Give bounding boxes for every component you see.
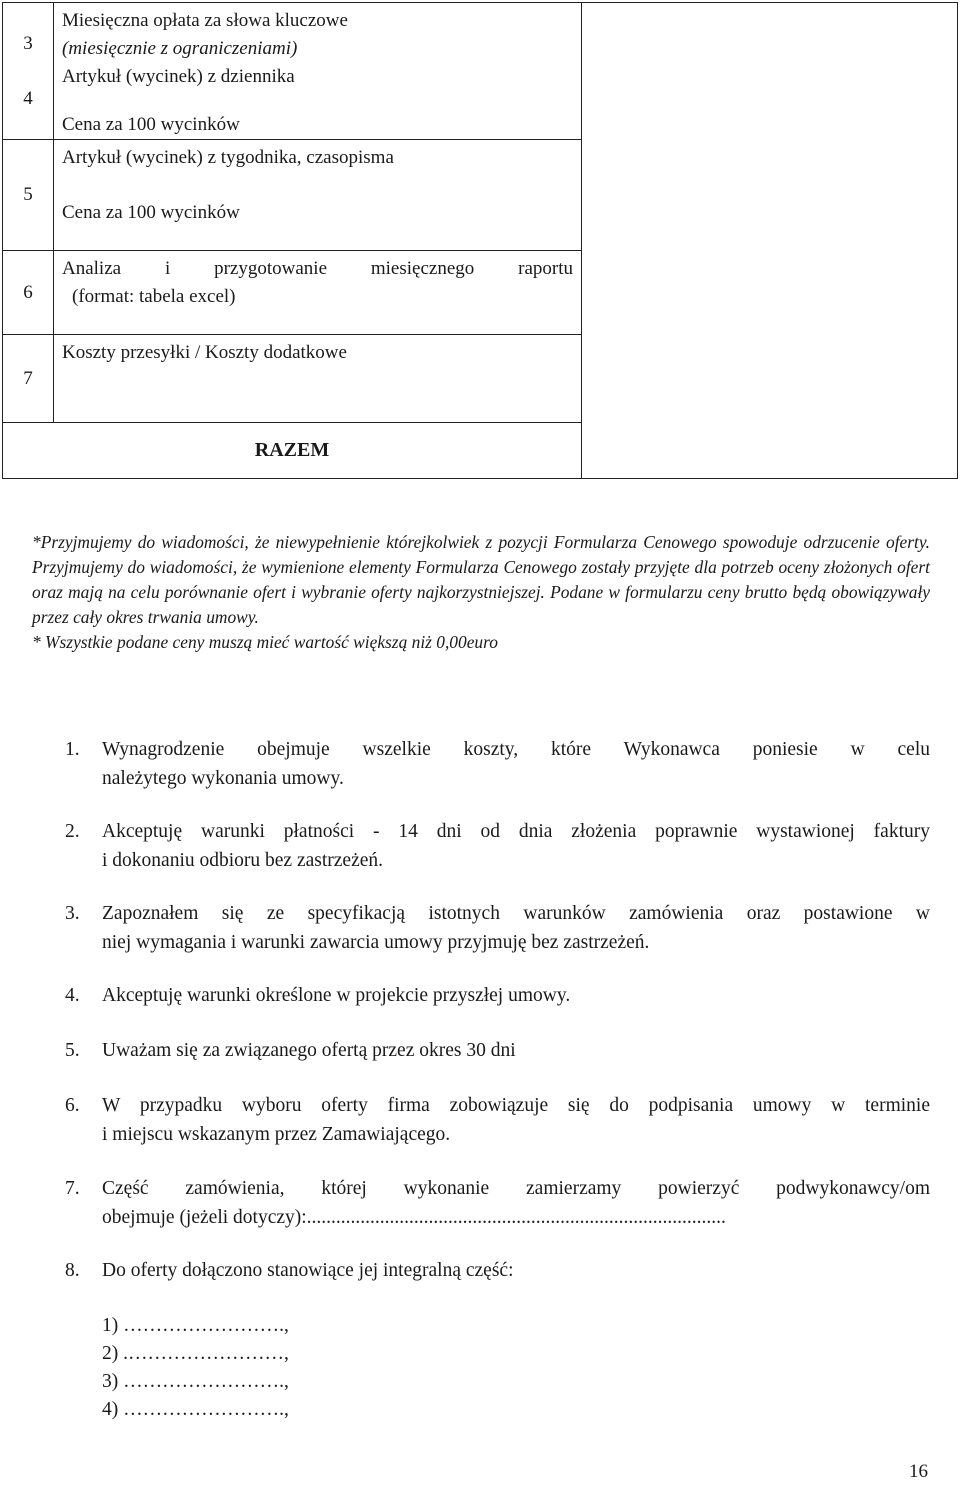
- price-table: [2, 2, 958, 479]
- table-row: [3, 3, 958, 140]
- attachment-line: 1) …………………….,: [102, 1315, 289, 1336]
- form-notes: [32, 530, 930, 655]
- attachment-line: 3) …………………….,: [102, 1371, 289, 1392]
- attachment-line: 4) …………………….,: [102, 1399, 289, 1420]
- row-description: Artykuł (wycinek) z tygodnika, czasopisma Cena za 100 wycinków: [54, 140, 582, 251]
- note-paragraph: *Przyjmujemy do wiadomości, że niewypełnienie którejkolwiek z pozycji Formularza Cenowego spowoduje odrzucenie oferty. Przyjmujemy do wiadomości, że wymienione elementy Formularza Cenowego zostały przyjęte dla potrzeb oceny złożonych ofert oraz mają na celu porównanie ofert i wybranie oferty najkorzystniejszej. Podane w formularzu ceny brutto będą obowiązywały przez cały okres trwania umowy.: [32, 532, 930, 627]
- row-number: 3 4: [3, 3, 54, 140]
- row-number: 5: [3, 140, 54, 251]
- row-description: Miesięczna opłata za słowa kluczowe (miesięcznie z ograniczeniami) Artykuł (wycinek) z dziennika Cena za 100 wycinków: [54, 3, 582, 140]
- note-paragraph: * Wszystkie podane ceny muszą mieć wartość większą niż 0,00euro: [32, 632, 498, 652]
- price-value-cell: [582, 3, 958, 479]
- row-number: 6: [3, 251, 54, 335]
- row-description: Analiza i przygotowanie miesięcznego raportu (format: tabela excel): [54, 251, 582, 335]
- page-number: 16: [909, 1461, 928, 1482]
- total-label: RAZEM: [3, 423, 582, 479]
- row-number: 7: [3, 335, 54, 423]
- attachments-list: [102, 1312, 289, 1424]
- attachment-line: 2) .……………………,: [102, 1343, 289, 1364]
- document-page: 3 4 Miesięczna opłata za słowa kluczowe (miesięcznie z ograniczeniami) Artykuł (wycinek) z dziennika Cena za 100 wycinków 5 Artykuł (wycinek) z tygodnika, czasopisma Cena za 100 wycinków 6 Analiza i przygotowanie miesięcznego raportu (format: tabela excel) 7 Koszty przesyłki / Koszty dodatkowe RAZEM *Przyjmujemy do wiadomości, że niewypełnienie którejkolwiek z pozycji Formularza Cenowego spowoduje odrzucenie oferty. Przyjmujemy do wiadomości, że wymienione elementy Formularza Cenowego zostały przyjęte dla potrzeb oceny złożonych ofert oraz mają na celu porównanie ofert i wybranie oferty najkorzystniejszej. Podane w formularzu ceny brutto będą obowiązywały przez cały okres trwania umowy. * Wszystkie podane ceny muszą mieć wartość większą niż 0,00euro 1. Wynagrodzenie obejmuje wszelkie koszty, które Wykonawca poniesie w celu należytego wykonania umowy. 2. Akceptuję warunki płatności - 14 dni od dnia złożenia poprawnie wystawionej faktury i dokonaniu odbioru bez zastrzeżeń. 3. Zapoznałem się ze specyfikacją istotnych warunków zamówienia oraz postawione w niej wymagania i warunki zawarcia umowy przyjmuję bez zastrzeżeń. 4. Akceptuję warunki określone w projekcie przyszłej umowy. 5. Uważam się za związanego ofertą przez okres 30 dni 6. W przypadku wyboru oferty firma zobowiązuje się do podpisania umowy w terminie i miejscu wskazanym przez Zamawiającego. 7. Część zamówienia, której wykonanie zamierzamy powierzyć podwykonawcy/om obejmuje (jeżeli dotyczy):...................................................................................... 8. Do oferty dołączono stanowiące jej integralną część: 1) ……………………., 2) .……………………, 3) ……………………., 4) ……………………., 16: [0, 0, 960, 1486]
- row-description: Koszty przesyłki / Koszty dodatkowe: [54, 335, 582, 423]
